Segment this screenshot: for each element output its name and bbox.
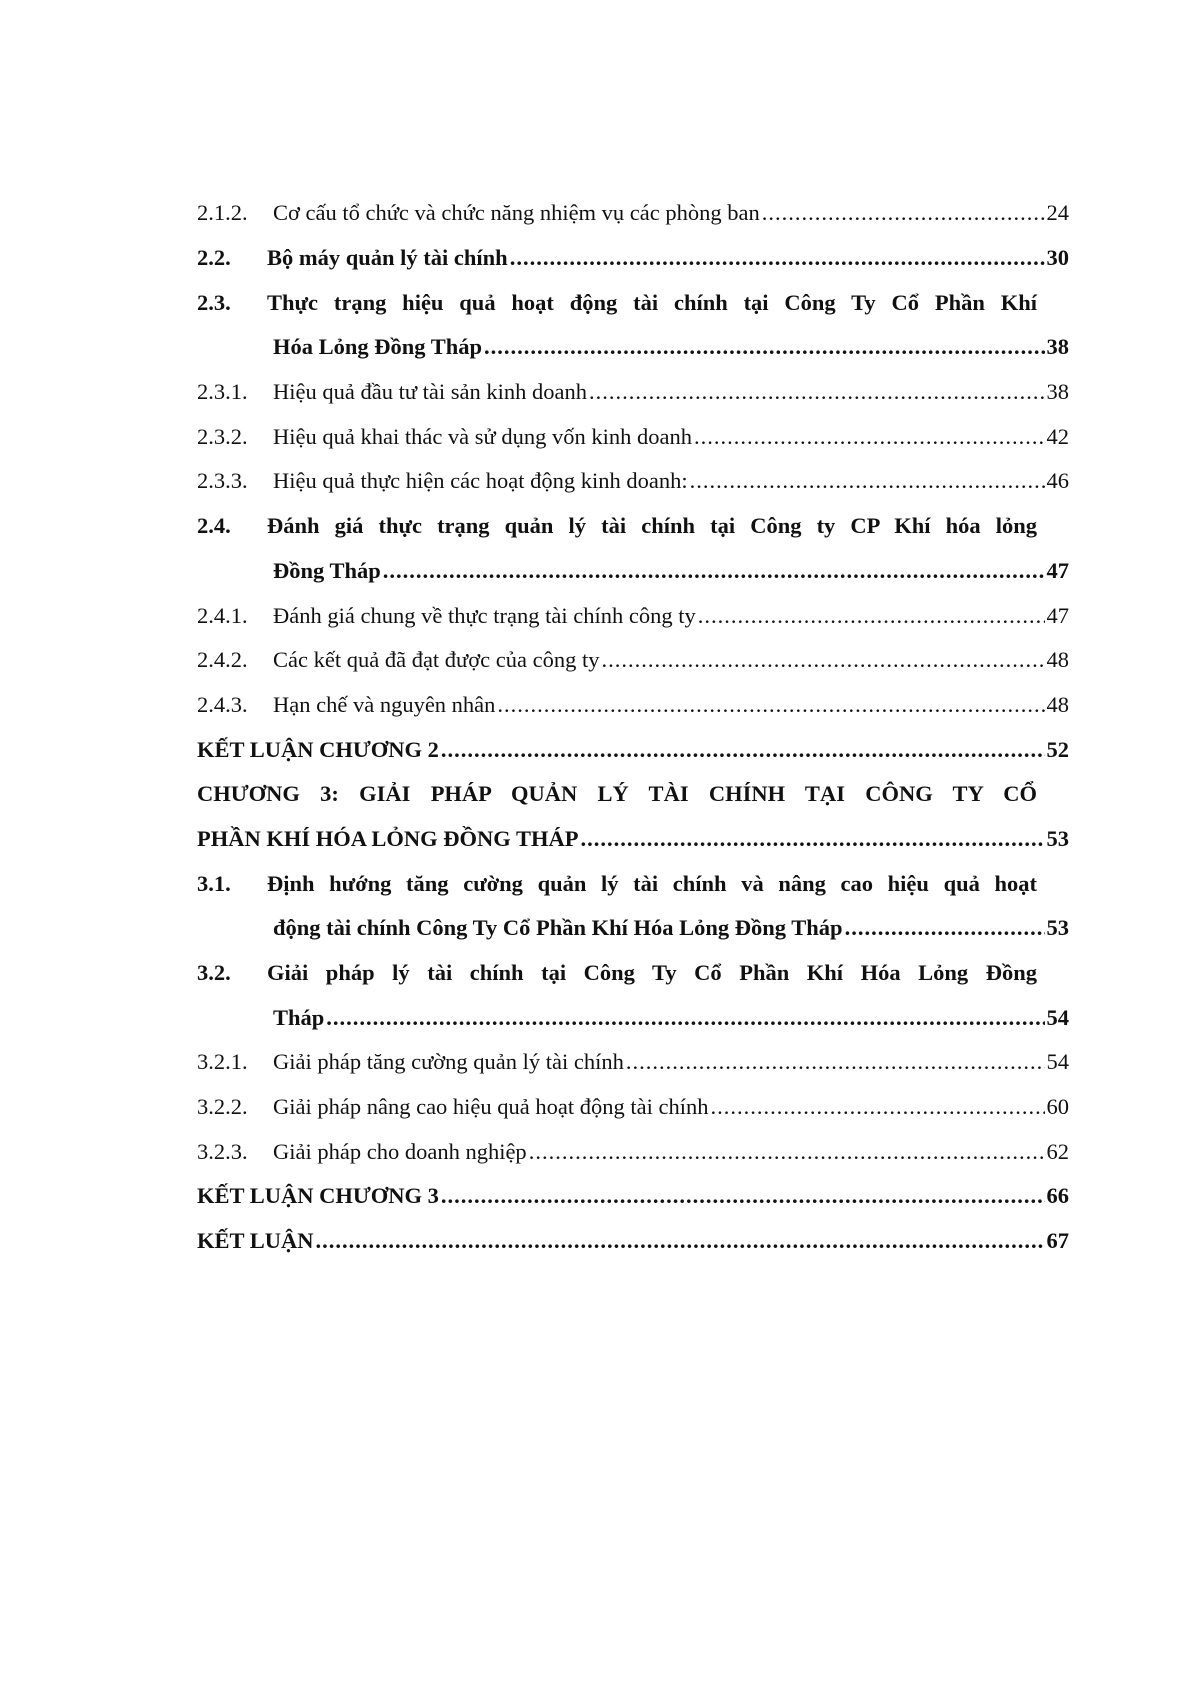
toc-leader-dots <box>694 424 1045 450</box>
toc-leader-dots <box>497 692 1044 718</box>
toc-entry-title: Giải pháp tăng cường quản lý tài chính <box>273 1049 624 1075</box>
toc-leader-dots <box>326 1005 1044 1031</box>
toc-entry-page: 38 <box>1046 379 1069 405</box>
toc-leader-dots <box>711 1094 1045 1120</box>
toc-entry-title: Các kết quả đã đạt được của công ty <box>273 647 600 673</box>
toc-entry-title: Hiệu quả đầu tư tài sản kinh doanh <box>273 379 588 405</box>
toc-entry-page: 30 <box>1046 245 1069 271</box>
toc-entry-page: 66 <box>1046 1183 1069 1209</box>
toc-entry-page: 60 <box>1046 1094 1069 1120</box>
toc-leader-dots <box>441 737 1045 763</box>
toc-entry-title-line1: Đánh giá thực trạng quản lý tài chính tại Công ty CP Khí hóa lỏng <box>267 513 1037 539</box>
toc-entry-number: 3.2.2. <box>197 1094 248 1120</box>
toc-entry-number: 3.1. <box>197 870 231 896</box>
toc-entry-title-line2: Tháp <box>273 1004 325 1030</box>
toc-entry-2-4-3 <box>197 683 1069 728</box>
toc-entry-2-3-2 <box>197 414 1069 459</box>
toc-entry-number: 2.2. <box>197 245 231 271</box>
toc-entry-title-line2: Hóa Lỏng Đồng Tháp <box>273 334 483 360</box>
toc-entry-number: 2.3.3. <box>197 468 248 494</box>
toc-entry-3-2-continued <box>197 995 1069 1040</box>
toc-entry-page: 38 <box>1046 334 1069 360</box>
toc-leader-dots <box>698 603 1045 629</box>
toc-entry-page: 54 <box>1046 1004 1069 1030</box>
toc-entry-title: Đánh giá chung về thực trạng tài chính công ty <box>273 602 696 628</box>
toc-leader-dots <box>484 334 1044 360</box>
toc-entry-title-line1: Định hướng tăng cường quản lý tài chính và nâng cao hiệu quả hoạt <box>267 870 1037 896</box>
toc-entry-title: Giải pháp cho doanh nghiệp <box>273 1138 527 1164</box>
toc-entry-page: 53 <box>1046 915 1069 941</box>
toc-entry-2-4-2 <box>197 638 1069 683</box>
toc-entry-2-4-1 <box>197 593 1069 638</box>
toc-entry-3-2-1 <box>197 1040 1069 1085</box>
toc-entry-title: Hiệu quả khai thác và sử dụng vốn kinh doanh <box>273 423 692 449</box>
toc-entry-number: 2.4.1. <box>197 602 248 628</box>
toc-entry-number: 2.4.2. <box>197 647 248 673</box>
toc-entry-title: Bộ máy quản lý tài chính <box>267 245 508 271</box>
toc-entry-page: 62 <box>1046 1138 1069 1164</box>
toc-entry-number: 2.3.2. <box>197 423 248 449</box>
toc-entry-title-line2: PHẦN KHÍ HÓA LỎNG ĐỒNG THÁP <box>197 825 579 851</box>
toc-entry-title: KẾT LUẬN <box>197 1228 314 1254</box>
toc-entry-title: Giải pháp nâng cao hiệu quả hoạt động tài chính <box>273 1094 709 1120</box>
toc-entry-number: 2.4. <box>197 513 231 539</box>
toc-entry-page: 47 <box>1046 557 1069 583</box>
toc-entry-title: Hạn chế và nguyên nhân <box>273 691 496 717</box>
toc-leader-dots <box>510 245 1045 271</box>
toc-leader-dots <box>762 200 1045 226</box>
toc-leader-dots <box>626 1049 1045 1075</box>
toc-entry-3-2-3 <box>197 1129 1069 1174</box>
toc-entry-ket-luan-chuong-3 <box>197 1174 1069 1219</box>
toc-entry-page: 46 <box>1046 468 1069 494</box>
toc-entry-number: 2.1.2. <box>197 200 248 226</box>
toc-leader-dots <box>581 826 1045 852</box>
toc-entry-number: 2.4.3. <box>197 691 248 717</box>
table-of-contents <box>197 191 1069 1264</box>
toc-entry-title: Hiệu quả thực hiện các hoạt động kinh doanh: <box>273 468 688 494</box>
toc-entry-3-1-continued <box>197 906 1069 951</box>
toc-entry-chuong-3-continued <box>197 817 1069 862</box>
toc-leader-dots <box>845 915 1045 941</box>
toc-entry-page: 48 <box>1046 691 1069 717</box>
toc-entry-page: 48 <box>1046 647 1069 673</box>
toc-entry-title-line1: Thực trạng hiệu quả hoạt động tài chính tại Công Ty Cổ Phần Khí <box>267 289 1037 315</box>
toc-entry-title-line2: động tài chính Công Ty Cổ Phần Khí Hóa Lỏng Đồng Tháp <box>273 915 843 941</box>
toc-leader-dots <box>529 1139 1045 1165</box>
toc-entry-2-3-1 <box>197 370 1069 415</box>
toc-entry-2-3-continued <box>197 325 1069 370</box>
toc-entry-chuong-3 <box>197 772 1069 817</box>
toc-entry-page: 47 <box>1046 602 1069 628</box>
toc-entry-title-line1: CHƯƠNG 3: GIẢI PHÁP QUẢN LÝ TÀI CHÍNH TẠI CÔNG TY CỔ <box>197 781 1037 807</box>
toc-entry-2-2 <box>197 236 1069 281</box>
toc-entry-number: 3.2. <box>197 960 231 986</box>
toc-leader-dots <box>316 1228 1045 1254</box>
toc-entry-number: 2.3.1. <box>197 379 248 405</box>
toc-entry-3-1 <box>197 861 1069 906</box>
toc-entry-page: 67 <box>1046 1228 1069 1254</box>
toc-leader-dots <box>690 468 1045 494</box>
toc-entry-number: 3.2.1. <box>197 1049 248 1075</box>
toc-entry-title-line2: Đồng Tháp <box>273 557 381 583</box>
toc-entry-2-3 <box>197 280 1069 325</box>
toc-entry-title: KẾT LUẬN CHƯƠNG 2 <box>197 736 439 762</box>
toc-entry-title: Cơ cấu tổ chức và chức năng nhiệm vụ các phòng ban <box>273 200 760 226</box>
toc-entry-3-2 <box>197 951 1069 996</box>
toc-entry-title: KẾT LUẬN CHƯƠNG 3 <box>197 1183 439 1209</box>
toc-entry-title-line1: Giải pháp lý tài chính tại Công Ty Cổ Phần Khí Hóa Lỏng Đồng <box>267 960 1037 986</box>
toc-entry-2-4-continued <box>197 549 1069 594</box>
toc-entry-2-1-2 <box>197 191 1069 236</box>
toc-entry-number: 3.2.3. <box>197 1138 248 1164</box>
toc-entry-2-4 <box>197 504 1069 549</box>
toc-leader-dots <box>601 647 1044 673</box>
toc-entry-ket-luan <box>197 1219 1069 1264</box>
toc-entry-page: 42 <box>1046 423 1069 449</box>
toc-entry-number: 2.3. <box>197 289 231 315</box>
toc-entry-page: 54 <box>1046 1049 1069 1075</box>
toc-entry-2-3-3 <box>197 459 1069 504</box>
toc-entry-page: 24 <box>1046 200 1069 226</box>
toc-leader-dots <box>383 558 1045 584</box>
toc-entry-page: 52 <box>1046 736 1069 762</box>
toc-leader-dots <box>441 1183 1045 1209</box>
toc-leader-dots <box>589 379 1044 405</box>
toc-entry-3-2-2 <box>197 1085 1069 1130</box>
toc-entry-ket-luan-chuong-2 <box>197 727 1069 772</box>
toc-entry-page: 53 <box>1046 825 1069 851</box>
